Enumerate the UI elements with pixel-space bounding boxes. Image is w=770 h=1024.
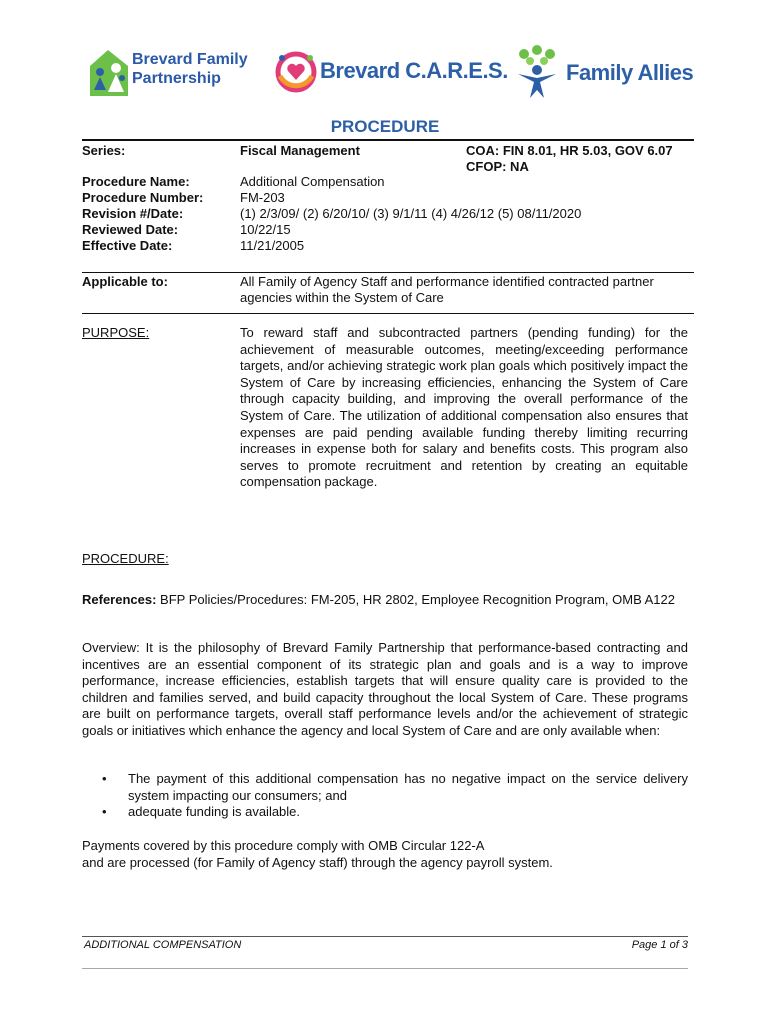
purpose-rule [82,313,694,314]
procedure-name-value: Additional Compensation [240,174,385,189]
bullet-icon: • [102,804,107,820]
cares-logo-text: Brevard C.A.R.E.S. [320,58,508,83]
payments-paragraph [82,838,688,871]
procedure-number-label: Procedure Number: [82,190,204,205]
footer-top-rule [82,936,688,937]
revision-label: Revision #/Date: [82,206,184,221]
procedure-title-text: PROCEDURE [330,117,440,136]
family-allies-logo [510,42,698,100]
conditions-list [102,771,688,821]
effective-date-label: Effective Date: [82,238,173,253]
list-item-text: The payment of this additional compensation has no negative impact on the service delivery system impacting our consumers; and [128,771,688,803]
logo-banner [86,42,696,100]
procedure-number-value: FM-203 [240,190,285,205]
procedure-name-label: Procedure Name: [82,174,190,189]
bfp-logo-line1: Brevard Family [132,51,248,68]
payments-line-2: and are processed (for Family of Agency staff) through the agency payroll system. [82,854,553,870]
list-item [102,804,688,821]
payments-line-1: Payments covered by this procedure comply with OMB Circular 122-A [82,838,485,853]
footer-title: ADDITIONAL COMPENSATION [84,939,242,951]
brevard-family-partnership-logo [86,42,266,100]
applicable-line-1: All Family of Agency Staff and performance identified contracted partner [240,274,654,289]
list-item [102,771,688,804]
cfop-value: CFOP: NA [466,159,529,174]
brevard-cares-logo [274,42,508,100]
series-label: Series: [82,143,126,158]
procedure-section-label: PROCEDURE: [82,551,169,566]
revision-value: (1) 2/3/09/ (2) 6/20/10/ (3) 9/1/11 (4) 4/26/12 (5) 08/11/2020 [240,206,582,221]
reviewed-date-label: Reviewed Date: [82,222,179,237]
bfp-family-icon [86,46,132,98]
applicable-line-2: agencies within the System of Care [240,290,444,305]
bullet-icon: • [102,771,107,786]
references-text: BFP Policies/Procedures: FM-205, HR 2802, Employee Recognition Program, OMB A122 [156,592,675,607]
bfp-logo-line2: Partnership [132,70,221,87]
references-paragraph [82,592,688,609]
header-top-rule [82,139,694,141]
list-item-text: adequate funding is available. [128,804,301,820]
overview-paragraph: Overview: It is the philosophy of Brevard Family Partnership that performance-based contracting and incentives are an essential component of its strategic plan and goals and is a way to improve performance, increase efficiencies, establish targets that will ensure quality care is provided to the children and families served, and build capacity throughout the local System of Care. These programs are built on performance targets, overall staff performance levels and/or the achievement of strategic goals or initiatives which enhance the agency and local System of Care and are only available when: [82,640,688,738]
applicable-label: Applicable to: [82,274,168,289]
purpose-label: PURPOSE: [82,325,150,340]
coa-value: COA: FIN 8.01, HR 5.03, GOV 6.07 [466,143,673,158]
purpose-text: To reward staff and subcontracted partners (pending funding) for the achievement of measurable outcomes, meeting/exceeding performance targets, and/or achieving strategic work plan goals which positively impact the System of Care by increasing efficiencies, enhancing the System of Care through capacity building, and improving the overall performance of the System of Care. The utilization of additional compensation also ensures that expenses are paid pending available funding thereby limiting recurring increases in expense both for salary and benefits costs. This program also serves to promote recruitment and retention by creating an equitable compensation package. [240,325,688,490]
series-value: Fiscal Management [240,143,360,158]
page-number: Page 1 of 3 [631,939,688,951]
references-label: References: [82,592,157,607]
allies-logo-text: Family Allies [566,60,694,85]
allies-tree-icon [510,44,564,100]
procedure-title [0,117,770,137]
effective-date-value: 11/21/2005 [240,238,305,253]
reviewed-date-value: 10/22/15 [240,222,291,237]
applicable-rule [82,272,694,273]
footer-bottom-rule [82,968,688,969]
cares-heart-icon [274,46,318,98]
